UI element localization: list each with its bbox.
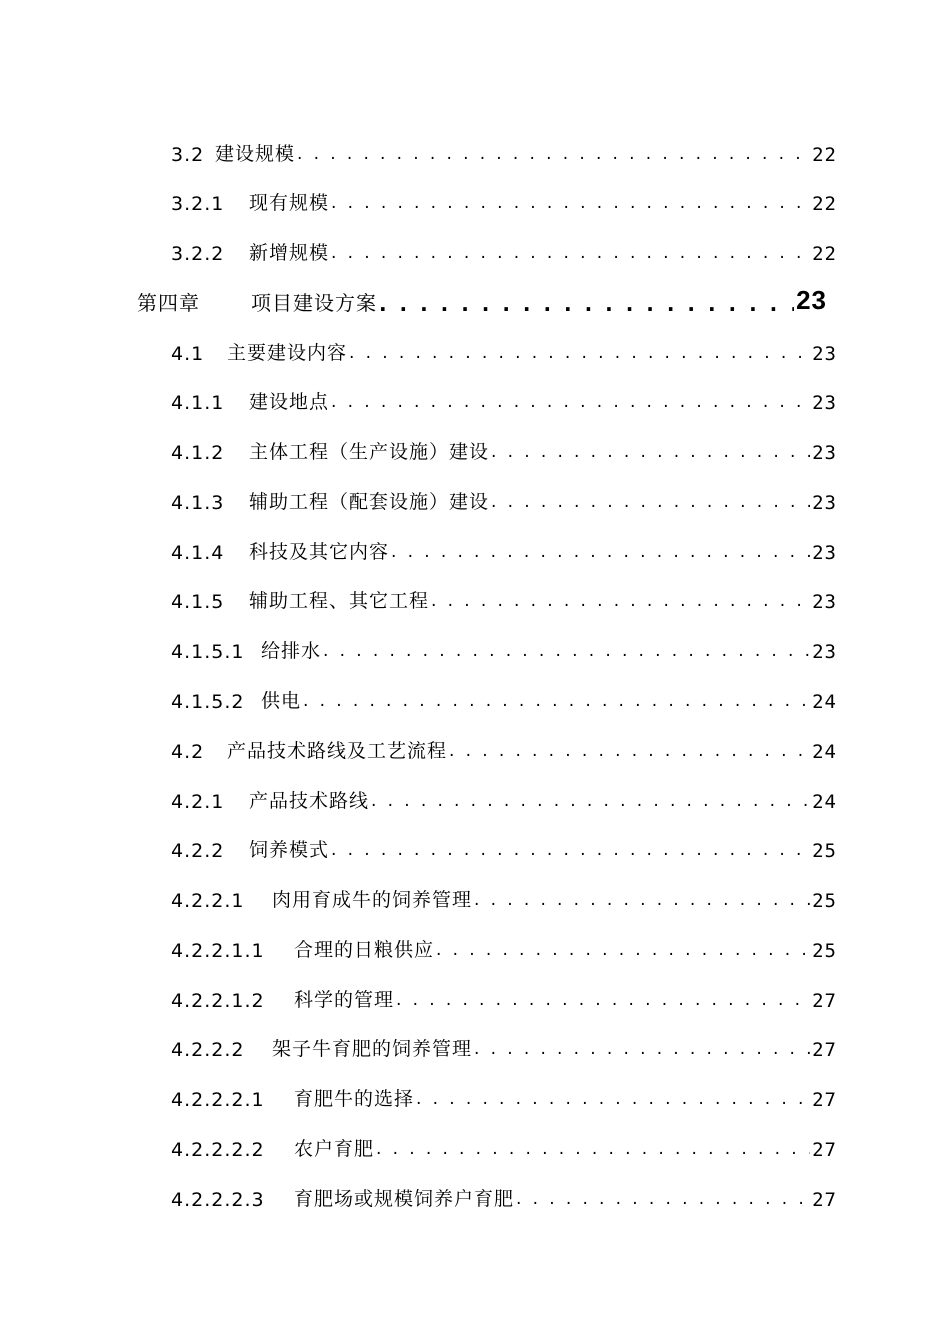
- toc-entry-title: 建设规模: [215, 143, 296, 165]
- toc-entry-title: 辅助工程、其它工程: [249, 590, 430, 612]
- toc-entry-page: 23: [812, 392, 837, 414]
- toc-entry-number: 4.2.2.1: [171, 890, 245, 912]
- toc-entry-number: 4.2: [171, 741, 205, 763]
- toc-entry-number: 4.2.2: [171, 840, 225, 862]
- toc-entry-title: 主体工程（生产设施）建设: [249, 441, 490, 463]
- toc-entry-number: 第四章: [137, 291, 200, 315]
- toc-entry-page: 24: [812, 691, 837, 713]
- dot-leader: [436, 942, 810, 962]
- dot-leader: [371, 793, 810, 813]
- dot-leader: [331, 245, 810, 265]
- toc-entry-number: 4.2.2.2.1: [171, 1089, 265, 1111]
- toc-entry-title: 科技及其它内容: [249, 541, 390, 563]
- dot-leader: [474, 892, 810, 912]
- dot-leader: [431, 593, 810, 613]
- toc-entry-title: 项目建设方案: [251, 291, 377, 315]
- dot-leader: [391, 544, 810, 564]
- toc-entry-page: 22: [812, 144, 837, 166]
- toc-entry[interactable]: [171, 882, 837, 912]
- toc-entry[interactable]: [171, 683, 837, 713]
- toc-entry-page: 27: [812, 1189, 837, 1211]
- toc-entry-title: 产品技术路线及工艺流程: [227, 740, 448, 762]
- toc-entry-title: 建设地点: [249, 391, 330, 413]
- dot-leader: [516, 1191, 810, 1211]
- toc-entry[interactable]: [171, 185, 837, 215]
- toc-entry[interactable]: [171, 335, 837, 365]
- toc-entry-title: 育肥场或规模饲养户育肥: [294, 1188, 515, 1210]
- toc-entry-title: 产品技术路线: [249, 790, 370, 812]
- dot-leader: [331, 394, 810, 414]
- toc-entry-page: 23: [812, 641, 837, 663]
- toc-entry[interactable]: [171, 932, 837, 962]
- dot-leader: [349, 345, 810, 365]
- toc-entry-page: 22: [812, 193, 837, 215]
- toc-entry-title: 科学的管理: [294, 989, 395, 1011]
- toc-entry-number: 4.2.2.2: [171, 1039, 245, 1061]
- toc-entry-title: 主要建设内容: [227, 342, 348, 364]
- dot-leader: [323, 643, 810, 663]
- dot-leader: [331, 842, 810, 862]
- toc-entry[interactable]: [171, 1081, 837, 1111]
- toc-entry-page: 24: [812, 741, 837, 763]
- toc-entry[interactable]: [171, 136, 837, 166]
- toc-entry-page: 27: [812, 1139, 837, 1161]
- toc-entry-number: 4.1.4: [171, 542, 225, 564]
- toc-entry-number: 3.2: [171, 144, 205, 166]
- dot-leader: [474, 1041, 810, 1061]
- toc-entry-page: 25: [812, 940, 837, 962]
- toc-entry-title: 给排水: [261, 640, 322, 662]
- toc-entry-page: 23: [796, 285, 827, 315]
- dot-leader: [449, 743, 810, 763]
- toc-entry-title: 育肥牛的选择: [294, 1088, 415, 1110]
- toc-entry-title: 辅助工程（配套设施）建设: [249, 491, 490, 513]
- toc-entry-number: 3.2.1: [171, 193, 225, 215]
- toc-entry-number: 4.1: [171, 343, 205, 365]
- toc-entry[interactable]: [171, 1031, 837, 1061]
- toc-entry-number: 4.2.1: [171, 791, 225, 813]
- toc-entry-title: 现有规模: [249, 192, 330, 214]
- toc-entry-page: 23: [812, 442, 837, 464]
- toc-entry[interactable]: [171, 1181, 837, 1211]
- dot-leader: [396, 992, 810, 1012]
- toc-entry[interactable]: [171, 384, 837, 414]
- toc-entry-number: 4.1.5: [171, 591, 225, 613]
- toc-entry-title: 供电: [261, 690, 302, 712]
- toc-entry-page: 23: [812, 343, 837, 365]
- toc-entry[interactable]: [171, 633, 837, 663]
- toc-entry-page: 22: [812, 243, 837, 265]
- toc-entry[interactable]: [171, 832, 837, 862]
- toc-entry-title: 肉用育成牛的饲养管理: [272, 889, 473, 911]
- toc-entry-number: 4.2.2.1.1: [171, 940, 265, 962]
- toc-entry-title: 架子牛育肥的饲养管理: [272, 1038, 473, 1060]
- toc-entry-page: 23: [812, 591, 837, 613]
- toc-entry-page: 24: [812, 791, 837, 813]
- dot-leader: [379, 296, 794, 316]
- dot-leader: [331, 195, 810, 215]
- toc-entry-number: 4.2.2.2.2: [171, 1139, 265, 1161]
- toc-entry[interactable]: [171, 733, 837, 763]
- dot-leader: [303, 693, 810, 713]
- toc-entry-number: 4.1.1: [171, 392, 225, 414]
- toc-entry[interactable]: [171, 583, 837, 613]
- dot-leader: [491, 444, 810, 464]
- toc-entry[interactable]: [171, 1131, 837, 1161]
- toc-entry-page: 23: [812, 492, 837, 514]
- toc-entry-number: 4.1.2: [171, 442, 225, 464]
- toc-entry-page: 27: [812, 1089, 837, 1111]
- dot-leader: [416, 1091, 810, 1111]
- toc-entry-number: 4.2.2.2.3: [171, 1189, 265, 1211]
- toc-entry-number: 4.1.5.2: [171, 691, 245, 713]
- toc-entry[interactable]: [171, 534, 837, 564]
- toc-entry[interactable]: [171, 484, 837, 514]
- toc-entry-title: 合理的日粮供应: [294, 939, 435, 961]
- toc-entry-title: 饲养模式: [249, 839, 330, 861]
- dot-leader: [376, 1141, 810, 1161]
- dot-leader: [491, 494, 810, 514]
- toc-entry[interactable]: [171, 783, 837, 813]
- toc-entry-title: 新增规模: [249, 242, 330, 264]
- toc-entry-page: 25: [812, 890, 837, 912]
- toc-entry[interactable]: [171, 434, 837, 464]
- toc-entry-number: 4.1.5.1: [171, 641, 245, 663]
- toc-entry-title: 农户育肥: [294, 1138, 375, 1160]
- toc-entry-page: 23: [812, 542, 837, 564]
- toc-entry-page: 25: [812, 840, 837, 862]
- toc-entry-number: 4.2.2.1.2: [171, 990, 265, 1012]
- toc-entry-page: 27: [812, 1039, 837, 1061]
- dot-leader: [297, 146, 810, 166]
- toc-entry-number: 3.2.2: [171, 243, 225, 265]
- toc-entry[interactable]: [171, 982, 837, 1012]
- toc-chapter-entry[interactable]: [137, 282, 827, 316]
- toc-entry-number: 4.1.3: [171, 492, 225, 514]
- toc-entry[interactable]: [171, 235, 837, 265]
- toc-entry-page: 27: [812, 990, 837, 1012]
